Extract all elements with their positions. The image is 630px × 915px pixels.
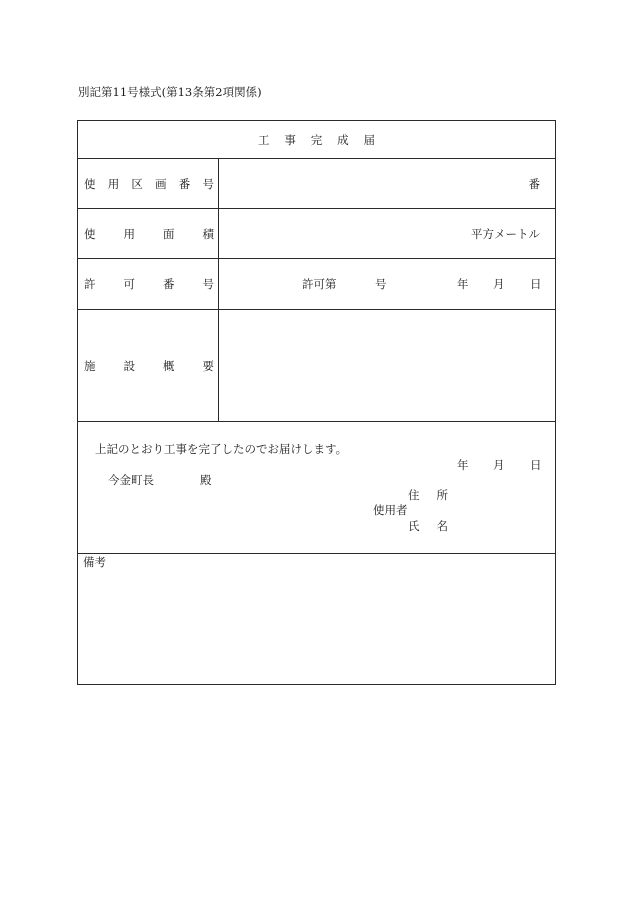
area-size-unit: 平方メートル <box>471 226 540 241</box>
permit-number-label-cell <box>78 259 219 309</box>
declaration-day: 日 <box>530 458 542 472</box>
address-label: 住 所 <box>408 488 448 502</box>
remarks-label: 備考 <box>83 555 106 569</box>
permit-suffix: 号 <box>375 277 387 291</box>
completion-report-form <box>77 120 556 685</box>
declaration-statement: 上記のとおり工事を完了したのでお届けします。 <box>95 442 348 456</box>
area-size-label: 使 用 面 積 <box>84 226 214 241</box>
title-row <box>78 121 555 158</box>
form-title: 工 事 完 成 届 <box>258 132 375 147</box>
declaration-month: 月 <box>493 458 505 472</box>
area-size-row <box>78 208 555 258</box>
form-reference: 別記第11号様式(第13条第2項関係) <box>78 85 262 99</box>
facility-summary-label-cell <box>78 310 219 421</box>
declaration-section <box>78 421 555 553</box>
addressee: 今金町長 <box>108 473 154 487</box>
area-size-field <box>219 209 555 258</box>
permit-number-label: 許 可 番 号 <box>84 277 214 291</box>
permit-number-row <box>78 258 555 309</box>
remarks-section <box>78 553 555 684</box>
permit-month: 月 <box>493 277 505 291</box>
permit-prefix: 許可第 <box>302 277 337 291</box>
facility-summary-label: 施 設 概 要 <box>84 358 214 373</box>
area-size-label-cell <box>78 209 219 258</box>
permit-year: 年 <box>457 277 469 291</box>
declaration-year: 年 <box>457 458 469 472</box>
honorific: 殿 <box>200 473 212 487</box>
facility-summary-field <box>219 310 555 421</box>
area-number-row <box>78 158 555 208</box>
area-number-field <box>219 159 555 208</box>
name-label: 氏 名 <box>408 519 448 533</box>
facility-summary-row <box>78 309 555 421</box>
applicant-label: 使用者 <box>373 503 408 517</box>
area-number-label: 使 用 区 画 番 号 <box>84 176 214 191</box>
permit-number-field <box>219 259 555 309</box>
area-number-suffix: 番 <box>528 176 540 191</box>
permit-day: 日 <box>530 277 542 291</box>
area-number-label-cell <box>78 159 219 208</box>
